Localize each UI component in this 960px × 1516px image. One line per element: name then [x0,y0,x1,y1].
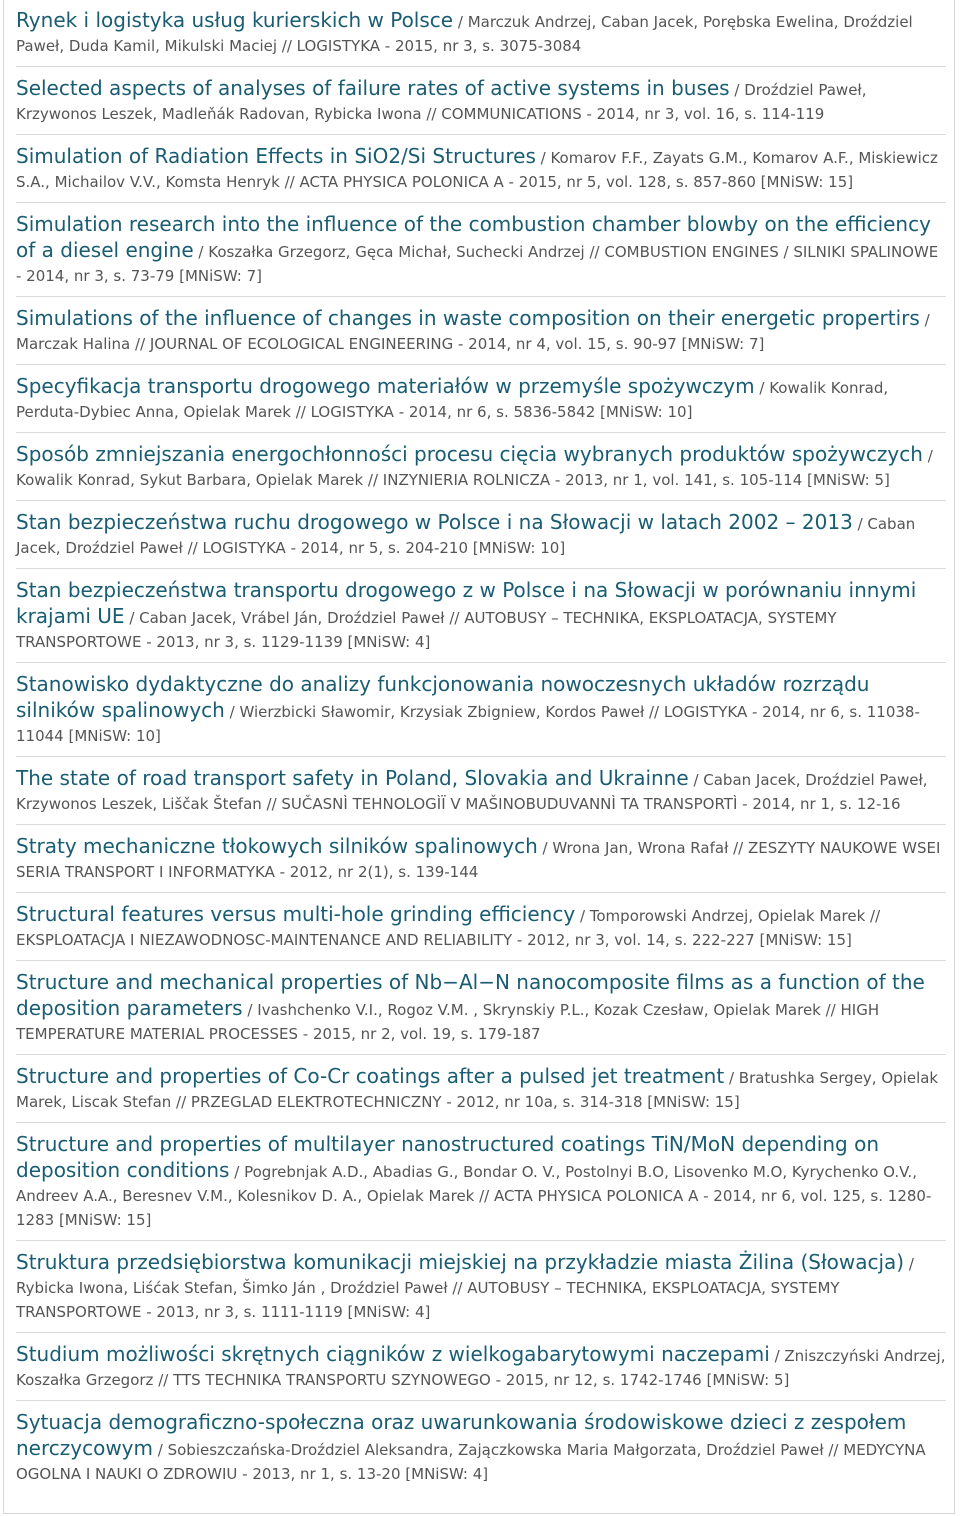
publication-meta: Sobieszczańska-Droździel Aleksandra, Zajączkowska Maria Małgorzata, Droździel Paweł // MEDYCYNA OGOLNA I NAUKI O ZDROWIU - 2013, nr 1, s. 13-20 [MNiSW: 4] [16,1441,926,1483]
publication-title-link[interactable]: Structural features versus multi-hole grinding efficiency [16,902,576,926]
publication-meta: Marczuk Andrzej, Caban Jacek, Porębska Ewelina, Droździel Paweł, Duda Kamil, Mikulski Maciej // LOGISTYKA - 2015, nr 3, s. 3075-3084 [16,13,913,55]
separator: / [904,1255,914,1273]
separator: / [153,1441,168,1459]
publication-entry [16,142,946,203]
separator: / [575,907,590,925]
publication-entry [16,304,946,365]
publication-entry [16,508,946,569]
separator: / [769,1347,785,1365]
separator: / [922,447,933,465]
publication-meta: Komarov F.F., Zayats G.M., Komarov A.F., Miskiewicz S.A., Michailov V.V., Komsta Henryk // ACTA PHYSICA POLONICA A - 2015, nr 5, vol. 128, s. 857-860 [MNiSW: 15] [16,149,938,191]
publication-list [16,6,946,1494]
separator: / [224,703,240,721]
separator: / [852,515,868,533]
publication-meta: Caban Jacek, Droździel Paweł // LOGISTYKA - 2014, nr 5, s. 204-210 [MNiSW: 10] [16,515,916,557]
publication-entry [16,210,946,297]
publication-meta: Droździel Paweł, Krzywonos Leszek, Madleňák Radovan, Rybicka Iwona // COMMUNICATIONS - 2014, nr 3, vol. 16, s. 114-119 [16,81,867,123]
publication-meta: Ivashchenko V.I., Rogoz V.M. , Skrynskiy P.L., Kozak Czesław, Opielak Marek // HIGH TEMPERATURE MATERIAL PROCESSES - 2015, nr 2, vol. 19, s. 179-187 [16,1001,880,1043]
publication-entry [16,6,946,67]
publication-entry [16,968,946,1055]
publication-title-link[interactable]: Studium możliwości skrętnych ciągników z wielkogabarytowymi naczepami [16,1342,770,1366]
separator: / [193,243,209,261]
separator: / [535,149,551,167]
publication-meta: Marczak Halina // JOURNAL OF ECOLOGICAL ENGINEERING - 2014, nr 4, vol. 15, s. 90-97 [MNiSW: 7] [16,335,765,353]
publication-entry [16,1340,946,1401]
publication-title-link[interactable]: Rynek i logistyka usług kurierskich w Polsce [16,8,454,32]
separator: / [688,771,704,789]
publication-meta: Wrona Jan, Wrona Rafał // ZESZYTY NAUKOWE WSEI SERIA TRANSPORT I INFORMATYKA - 2012, nr 2(1), s. 139-144 [16,839,941,881]
publication-title-link[interactable]: Simulations of the influence of changes in waste composition on their energetic propertirs [16,306,920,330]
publication-entry [16,900,946,961]
publication-meta: Koszałka Grzegorz, Gęca Michał, Suchecki Andrzej // COMBUSTION ENGINES / SILNIKI SPALINOWE - 2014, nr 3, s. 73-79 [MNiSW: 7] [16,243,939,285]
separator: / [242,1001,258,1019]
publication-meta: Kowalik Konrad, Perduta-Dybiec Anna, Opielak Marek // LOGISTYKA - 2014, nr 6, s. 5836-5842 [MNiSW: 10] [16,379,889,421]
publication-title-link[interactable]: Straty mechaniczne tłokowych silników spalinowych [16,834,538,858]
publication-entry [16,440,946,501]
publication-title-link[interactable]: Structure and properties of multilayer nanostructured coatings TiN/MoN depending on deposition conditions [16,1132,880,1182]
separator: / [229,1163,245,1181]
publication-title-link[interactable]: Specyfikacja transportu drogowego materiałów w przemyśle spożywczym [16,374,755,398]
separator: / [453,13,468,31]
publication-title-link[interactable]: Structure and properties of Co-Cr coatings after a pulsed jet treatment [16,1064,725,1088]
publication-entry [16,1408,946,1494]
publication-entry [16,74,946,135]
publication-meta: Caban Jacek, Vrábel Ján, Droździel Paweł // AUTOBUSY – TECHNIKA, EKSPLOATACJA, SYSTEMY TRANSPORTOWE - 2013, nr 3, s. 1129-1139 [MNiSW: 4] [16,609,837,651]
separator: / [919,311,930,329]
separator: / [724,1069,739,1087]
publication-entry [16,1130,946,1241]
publication-meta: Tomporowski Andrzej, Opielak Marek // EKSPLOATACJA I NIEZAWODNOSC-MAINTENANCE AND RELIABILITY - 2012, nr 3, vol. 14, s. 222-227 [MNiSW: 15] [16,907,881,949]
publication-entry [16,1248,946,1333]
publication-entry [16,1062,946,1123]
publication-entry [16,372,946,433]
publication-meta: Wierzbicki Sławomir, Krzysiak Zbigniew, Kordos Paweł // LOGISTYKA - 2014, nr 6, s. 11038-11044 [MNiSW: 10] [16,703,920,745]
separator: / [537,839,553,857]
publication-meta: Caban Jacek, Droździel Paweł, Krzywonos Leszek, Liščak Štefan // SUČASNÌ TEHNOLOGÌÏ V MAŠINOBUDUVANNÌ TA TRANSPORTÌ - 2014, nr 1, s. 12-16 [16,771,928,813]
publication-title-link[interactable]: Stanowisko dydaktyczne do analizy funkcjonowania nowoczesnych układów rozrządu silników spalinowych [16,672,870,722]
publication-title-link[interactable]: Structure and mechanical properties of Nb−Al−N nanocomposite films as a function of the deposition parameters [16,970,925,1020]
publication-entry [16,576,946,663]
publication-meta: Zniszczyński Andrzej, Koszałka Grzegorz // TTS TECHNIKA TRANSPORTU SZYNOWEGO - 2015, nr 12, s. 1742-1746 [MNiSW: 5] [16,1347,946,1389]
publication-entry [16,832,946,893]
publication-entry [16,670,946,757]
publication-meta: Kowalik Konrad, Sykut Barbara, Opielak Marek // INZYNIERIA ROLNICZA - 2013, nr 1, vol. 141, s. 105-114 [MNiSW: 5] [16,471,890,489]
publication-title-link[interactable]: Stan bezpieczeństwa ruchu drogowego w Polsce i na Słowacji w latach 2002 – 2013 [16,510,853,534]
publication-meta: Rybicka Iwona, Liśćak Stefan, Šimko Ján , Droździel Paweł // AUTOBUSY – TECHNIKA, EKSPLOATACJA, SYSTEMY TRANSPORTOWE - 2013, nr 3, s. 1111-1119 [MNiSW: 4] [16,1279,840,1321]
separator: / [754,379,770,397]
separator: / [124,609,140,627]
publication-title-link[interactable]: The state of road transport safety in Poland, Slovakia and Ukrainne [16,766,689,790]
publication-title-link[interactable]: Struktura przedsiębiorstwa komunikacji miejskiej na przykładzie miasta Żilina (Słowacja) [16,1250,905,1274]
publication-meta: Pogrebnjak A.D., Abadias G., Bondar O. V., Postolnyi B.O, Lisovenko M.O, Kyrychenko O.V., Andreev A.A., Beresnev V.M., Kolesnikov D. A., Opielak Marek // ACTA PHYSICA POLONICA A - 2014, nr 6, vol. 125, s. 1280-1283 [MNiSW: 15] [16,1163,932,1229]
publication-title-link[interactable]: Stan bezpieczeństwa transportu drogowego z w Polsce i na Słowacji w porównaniu innymi krajami UE [16,578,917,628]
publication-meta: Bratushka Sergey, Opielak Marek, Liscak Stefan // PRZEGLAD ELEKTROTECHNICZNY - 2012, nr 10a, s. 314-318 [MNiSW: 15] [16,1069,939,1111]
publication-entry [16,764,946,825]
publication-title-link[interactable]: Sposób zmniejszania energochłonności procesu cięcia wybranych produktów spożywczych [16,442,923,466]
publication-title-link[interactable]: Selected aspects of analyses of failure rates of active systems in buses [16,76,730,100]
publication-title-link[interactable]: Sytuacja demograficzno-społeczna oraz uwarunkowania środowiskowe dzieci z zespołem nerczycowym [16,1410,907,1460]
publication-title-link[interactable]: Simulation research into the influence of the combustion chamber blowby on the efficiency of a diesel engine [16,212,931,262]
separator: / [729,81,745,99]
publication-title-link[interactable]: Simulation of Radiation Effects in SiO2/Si Structures [16,144,536,168]
